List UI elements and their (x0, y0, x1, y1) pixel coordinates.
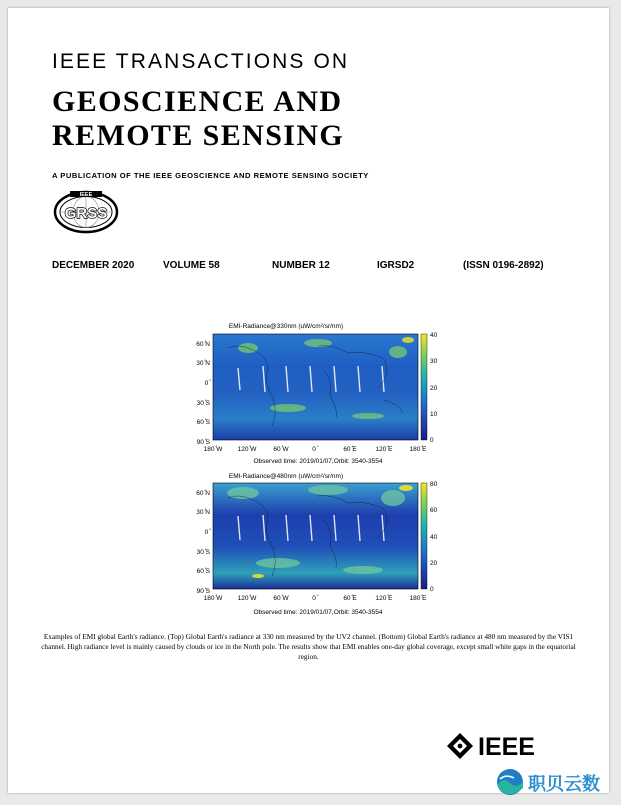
cbar-top-tick: 30 (430, 358, 438, 365)
cbar-bottom-tick: 20 (430, 560, 438, 567)
lon-tick: 60 ̊E (343, 595, 357, 602)
journal-title-line1: IEEE TRANSACTIONS ON (52, 50, 350, 73)
publication-line: A PUBLICATION OF THE IEEE GEOSCIENCE AND REMOTE SENSING SOCIETY (52, 171, 369, 180)
journal-title-line2: GEOSCIENCE AND (52, 85, 343, 118)
issue-number: NUMBER 12 (272, 260, 330, 271)
map-bottom-title: EMI-Radiance@480nm (uW/cm²/sr/nm) (228, 473, 344, 480)
cbar-top-tick: 10 (430, 411, 438, 418)
cbar-bottom-tick: 60 (430, 507, 438, 514)
journal-cover (8, 8, 609, 793)
lon-tick: 180 ̊E (409, 446, 427, 453)
issue-volume: VOLUME 58 (163, 260, 220, 271)
watermark-text: 职贝云数 (528, 774, 600, 795)
grss-globe-logo-icon (52, 188, 124, 234)
lat-tick: 30 ̊S (196, 549, 210, 556)
lon-tick: 120 ̊W (237, 595, 257, 602)
lon-tick: 60 ̊E (343, 446, 357, 453)
map-top-title: EMI-Radiance@330nm (uW/cm²/sr/nm) (228, 323, 344, 330)
cbar-top-tick: 20 (430, 385, 438, 392)
issue-issn: (ISSN 0196-2892) (463, 260, 544, 271)
lon-tick: 0 ̊ (312, 446, 318, 453)
lon-tick: 180 ̊E (409, 595, 427, 602)
map-bottom-observed: Observed time: 2019/01/07,Orbit: 3540-3554 (253, 609, 383, 616)
cbar-top-tick: 0 (430, 437, 434, 444)
map-bottom (196, 473, 437, 616)
radiance-maps-svg (168, 308, 448, 620)
lat-tick: 60 ̊S (196, 419, 210, 426)
map-top-colorbar (421, 334, 427, 440)
lon-tick: 0 ̊ (312, 595, 318, 602)
lat-tick: 90 ̊S (196, 588, 210, 595)
map-top-observed: Observed time: 2019/01/07,Orbit: 3540-3554 (253, 458, 383, 465)
cbar-bottom-tick: 0 (430, 586, 434, 593)
lat-tick: 60 ̊N (196, 490, 210, 497)
lon-tick: 180 ̊W (203, 446, 223, 453)
grss-logo (52, 188, 124, 239)
grss-ring-text: IEEE (79, 192, 93, 198)
issue-code: IGRSD2 (377, 260, 415, 271)
ieee-logo-text: IEEE (478, 733, 535, 761)
lat-tick: 90 ̊S (196, 439, 210, 446)
lat-tick: 60 ̊N (196, 341, 210, 348)
ieee-diamond-icon (444, 730, 564, 766)
journal-title-main (52, 85, 344, 153)
figure-caption: Examples of EMI global Earth's radiance. (Top) Global Earth's radiance at 330 nm measured by the UV2 channel. (Bottom) Global Earth's radiance at 480 nm measured by the VIS1 channel. High radiance level is mainly caused by clouds or ice in the North pole. The results show that EMI enables one-day global coverage, except small white gaps in the equatorial region. (41, 632, 576, 661)
map-bottom-colorbar (421, 483, 427, 589)
lat-tick: 0 ̊ (204, 380, 210, 387)
lon-tick: 60 ̊W (273, 446, 289, 453)
journal-title-line3: REMOTE SENSING (52, 119, 345, 152)
radiance-figure (168, 308, 448, 620)
cbar-bottom-tick: 40 (430, 534, 438, 541)
lon-tick: 120 ̊E (375, 446, 393, 453)
lat-tick: 30 ̊N (196, 360, 210, 367)
wave-globe-icon (494, 764, 621, 800)
issue-date: DECEMBER 2020 (52, 260, 135, 271)
lon-tick: 60 ̊W (273, 595, 289, 602)
grss-logo-text: GRSS (64, 205, 108, 222)
lon-tick: 180 ̊W (203, 595, 223, 602)
cbar-bottom-tick: 80 (430, 481, 438, 488)
lat-tick: 60 ̊S (196, 568, 210, 575)
lat-tick: 30 ̊N (196, 509, 210, 516)
lat-tick: 30 ̊S (196, 400, 210, 407)
lon-tick: 120 ̊E (375, 595, 393, 602)
watermark (494, 764, 621, 805)
map-top (196, 323, 437, 465)
lat-tick: 0 ̊ (204, 529, 210, 536)
cbar-top-tick: 40 (430, 332, 438, 339)
lon-tick: 120 ̊W (237, 446, 257, 453)
